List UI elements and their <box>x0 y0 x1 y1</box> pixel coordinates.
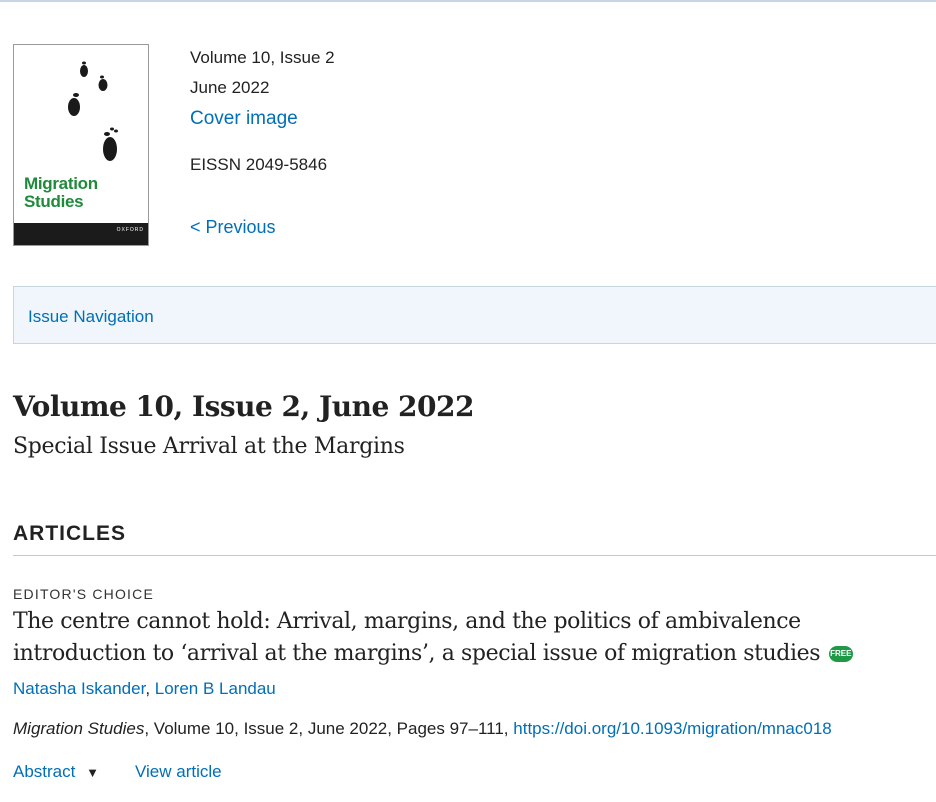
issue-navigation-label[interactable]: Issue Navigation <box>28 307 154 326</box>
author-separator: , <box>145 679 155 698</box>
abstract-toggle[interactable] <box>13 762 99 782</box>
author-link[interactable]: Natasha Iskander <box>13 679 146 698</box>
top-divider <box>0 0 936 2</box>
cover-footer-band <box>14 223 148 245</box>
publisher-logo: OXFORD <box>116 227 144 233</box>
eissn: EISSN 2049-5846 <box>190 155 328 174</box>
issue-navigation-panel[interactable] <box>13 286 936 344</box>
article-title[interactable] <box>13 606 936 670</box>
previous-issue-link[interactable]: < Previous <box>190 217 276 237</box>
issue-date: June 2022 <box>190 78 270 97</box>
cover-image-link[interactable]: Cover image <box>190 108 298 129</box>
article-title-link[interactable]: The centre cannot hold: Arrival, margins, and the politics of ambivalence introduction to ‘arrival at the margins’, a special issue of migration studies <box>13 609 821 666</box>
article-authors <box>13 679 276 699</box>
footprints-icon <box>14 45 148 175</box>
section-heading-articles: ARTICLES <box>13 522 126 545</box>
journal-name: Migration Studies <box>13 719 145 738</box>
cover-journal-title: Migration Studies <box>24 174 98 211</box>
citation-details: , Volume 10, Issue 2, June 2022, Pages 97–111, <box>144 719 514 738</box>
issue-volume: Volume 10, Issue 2 <box>190 48 335 67</box>
editors-choice-label: EDITOR'S CHOICE <box>13 586 154 602</box>
view-article-link[interactable]: View article <box>135 762 222 781</box>
free-access-icon: FREE <box>829 646 853 662</box>
author-link[interactable]: Loren B Landau <box>154 679 276 698</box>
doi-link[interactable]: https://doi.org/10.1093/migration/mnac018 <box>513 719 832 738</box>
abstract-label: Abstract <box>13 762 76 781</box>
page-title: Volume 10, Issue 2, June 2022 <box>13 390 474 423</box>
article-citation <box>13 719 832 739</box>
section-divider <box>13 555 936 556</box>
cover-thumbnail[interactable] <box>13 44 149 246</box>
page-subtitle: Special Issue Arrival at the Margins <box>13 434 405 459</box>
chevron-down-icon: ▼ <box>86 765 99 780</box>
